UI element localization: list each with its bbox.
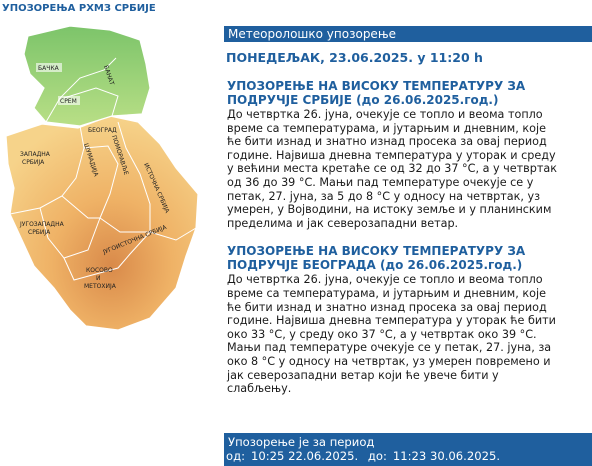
warning-text-belgrade: До четвртка 26. јуна, очекује се топло и веома топло време са температурама, и јутарњим и дневним, које ће бити изнад и знатно изнад просека за овај период године. Највиша дневна температура у уторак ће бити око 33 °C, у среду око 37 °C, а у четвртак око 39 °C. Мањи пад температуре очекује се у петак, 27. јуна, за око 8 °C у односу на четвртак, уз умерен повремено и јак северозападни ветар који ће увече бити у слабљењу. [227,273,556,396]
warning-panel [224,26,592,396]
warning-period-bar [224,433,592,466]
region-label-istocna-srbija[interactable]: ИСТОЧНА СРБИЈА [142,161,171,215]
region-label-zapadna-srbija-2[interactable]: СРБИЈА [22,159,45,166]
period-to-value: 11:23 30.06.2025. [392,449,501,463]
region-label-backa[interactable]: БАЧКА [38,65,59,72]
region-label-kosovo-2[interactable]: И [96,275,101,282]
warning-title-serbia: УПОЗОРЕЊЕ НА ВИСОКУ ТЕМПЕРАТУРУ ЗА ПОДРУЧЈЕ СРБИЈЕ (до 26.06.2025.год.) [227,79,526,107]
period-to-label: до: [367,449,387,463]
region-label-sumadija[interactable]: ШУМАДИЈА [82,142,100,178]
warning-text-serbia: До четвртка 26. јуна, очекује се топло и веома топло време са температурама, и јутарњим и дневним, које ће бити изнад и знатно изнад просека за овај период године. Највиша дневна температура у уторак и среду у већини места кретаће се од 32 до 37 °C, а у четвртак од 36 до 39 °C. Мањи пад температуре очекује се у петак, 27. јуна, за 5 до 8 °C у односу на четвртак, уз умерен, у Војводини, на истоку земље и у планинским пределима и јак северозападни ветар. [227,108,557,230]
region-label-jugozapadna-srbija-1[interactable]: ЈУГОЗАПАДНА [20,221,64,228]
period-range [224,449,592,463]
region-label-banat[interactable]: БАНАТ [102,64,116,87]
region-label-kosovo-1[interactable]: КОСОВО [86,267,113,274]
period-from-value: 10:25 22.06.2025. [251,449,359,463]
region-label-jugoistocna-srbija[interactable]: ЈУГОИСТОЧНА СРБИЈА [102,223,168,256]
period-label: Упозорење је за период [228,435,375,449]
warning-date: ПОНЕДЕЉАК, 23.06.2025. у 11:20 h [226,50,483,65]
region-label-zapadna-srbija-1[interactable]: ЗАПАДНА [20,151,50,158]
page-title: УПОЗОРЕЊА РХМЗ СРБИЈЕ [2,3,156,14]
serbia-region-map[interactable] [0,18,222,338]
region-label-jugozapadna-srbija-2[interactable]: СРБИЈА [28,229,51,236]
region-label-srem[interactable]: СРЕМ [60,98,77,105]
period-from-label: од: [226,449,246,463]
warning-title-belgrade: УПОЗОРЕЊЕ НА ВИСОКУ ТЕМПЕРАТУРУ ЗА ПОДРУЧЈЕ БЕОГРАДА (до 26.06.2025.год.) [227,244,526,273]
region-label-beograd[interactable]: БЕОГРАД [88,127,117,134]
panel-header: Метеоролошко упозорење [224,26,592,42]
region-label-kosovo-3[interactable]: МЕТОХИЈА [84,283,116,290]
region-label-pomoravlje[interactable]: ПОМОРАВЉЕ [110,134,130,176]
